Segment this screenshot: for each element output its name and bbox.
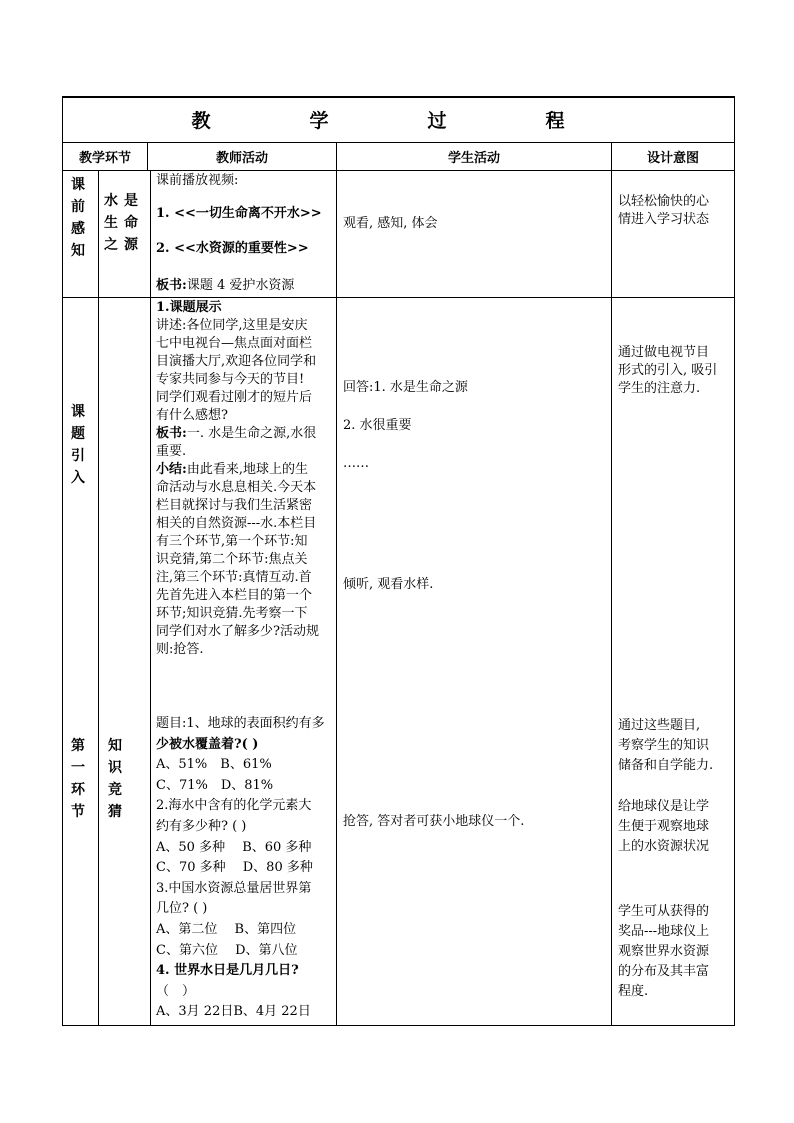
row1-section-label: 课前感知	[71, 177, 85, 259]
table-border-bottom	[62, 1025, 735, 1026]
teacher-line: 同学们观看过刚才的短片后	[156, 390, 313, 405]
row2-teacher-activity	[156, 299, 319, 659]
row1-student-activity: 观看, 感知, 体会	[343, 216, 438, 231]
board-line	[156, 425, 319, 443]
table-title: 教 学 过 程	[191, 109, 605, 132]
summary-line: 则:抢答.	[156, 642, 204, 657]
intent-line: 通过这些题目,	[618, 718, 701, 733]
board-text: 一. 水是生命之源,水很	[186, 426, 317, 441]
intent-paragraph-3	[618, 797, 709, 857]
teacher-line: 讲述:各位同学,这里是安庆	[156, 318, 308, 333]
column-divider	[336, 142, 337, 1025]
column-divider	[98, 170, 99, 1025]
student-answer-2: 2. 水很重要	[343, 418, 412, 433]
summary-line: 注,第三个环节:真情互动.首	[156, 570, 312, 585]
quiz-line: A、第二位 B、第四位	[156, 921, 297, 937]
intent-line: 学生的注意力.	[618, 381, 701, 396]
quiz-line: 3.中国水资源总量居世界第	[156, 880, 312, 896]
student-ellipsis: ……	[343, 456, 369, 471]
row-divider	[62, 170, 735, 171]
intent-line: 储备和自学能力.	[618, 758, 714, 773]
header-section: 教学环节	[78, 150, 131, 166]
summary-line: 先首先进入本栏目的第一个	[156, 588, 313, 603]
teacher-line: 七中电视台—焦点面对面栏	[156, 336, 313, 351]
student-quick-answer: 抢答, 答对者可获小地球仪一个.	[343, 814, 525, 829]
column-divider	[150, 170, 151, 1025]
header-teacher: 教师活动	[215, 150, 268, 166]
intent-line: 观察世界水资源	[618, 944, 710, 959]
row2-section-label-a: 课题引入	[71, 404, 85, 486]
quiz-line: 几位? ( )	[156, 901, 208, 917]
intent-line: 程度.	[618, 984, 649, 999]
quiz-line: C、第六位 D、第八位	[156, 942, 298, 958]
quiz-line: 4. 世界水日是几月几日?	[156, 963, 299, 979]
intent-line: 的分布及其丰富	[618, 964, 710, 979]
row1-intent-line: 情进入学习状态	[618, 212, 710, 227]
column-divider	[611, 142, 612, 1025]
summary-first: 由此看来,地球上的生	[186, 462, 308, 477]
intent-line: 形式的引入, 吸引	[618, 363, 718, 378]
quiz-line: C、71% D、81%	[156, 777, 274, 793]
intent-line: 给地球仪是让学	[618, 799, 710, 814]
quiz-line: 约有多少种? ( )	[156, 818, 247, 834]
summary-line: 识竞猜,第二个环节:焦点关	[156, 552, 308, 567]
intent-line: 上的水资源状况	[618, 839, 710, 854]
row1-board-line	[156, 277, 294, 295]
row1-intent-line: 以轻松愉快的心	[618, 194, 710, 209]
row1-teacher-line1: 课前播放视频:	[156, 173, 239, 188]
intent-paragraph-2	[618, 716, 713, 776]
summary-line: 相关的自然资源---水.本栏目	[156, 516, 317, 531]
summary-line: 同学们对水了解多少?活动规	[156, 624, 319, 639]
row2-sub-label: 知识竞猜	[108, 738, 122, 820]
intent-line: 奖品---地球仪上	[618, 924, 710, 939]
quiz-line: A、51% B、61%	[156, 757, 272, 773]
row2-teacher-heading: 1.课题展示	[156, 300, 222, 315]
header-student: 学生活动	[447, 150, 500, 166]
teacher-line: 目演播大厅,欢迎各位同学和	[156, 354, 317, 369]
board-label: 板书:	[156, 426, 187, 441]
header-intent: 设计意图	[646, 150, 699, 166]
row1-sub-label: 水是生命之源	[104, 193, 144, 253]
row1-teacher-line3: 2. <<水资源的重要性>>	[156, 241, 309, 256]
row-divider	[62, 297, 735, 298]
quiz-line: （ ）	[156, 983, 196, 999]
row1-intent	[618, 193, 709, 229]
summary-line: 有三个环节,第一个环节:知	[156, 534, 308, 549]
quiz-line: 少被水覆盖着?( )	[156, 736, 259, 752]
row2-section-label-b: 第一环节	[71, 738, 85, 820]
quiz-line: A、50 多种 B、60 多种	[156, 839, 312, 855]
quiz-line: C、70 多种 D、80 多种	[156, 860, 313, 876]
intent-line: 生便于观察地球	[618, 819, 710, 834]
summary-label: 小结:	[156, 462, 187, 477]
intent-paragraph-4	[618, 902, 709, 1002]
summary-line: 环节;知识竞猜.先考察一下	[156, 606, 308, 621]
intent-paragraph-1	[618, 344, 717, 398]
row1-teacher-line2: 1. <<一切生命离不开水>>	[156, 206, 322, 221]
table-border-right	[734, 96, 735, 1026]
student-answer-1: 回答:1. 水是生命之源	[343, 380, 468, 395]
row1-board-text: 课题 4 爱护水资源	[186, 278, 295, 293]
summary-line: 命活动与水息息相关.今天本	[156, 480, 317, 495]
board-line-cont: 重要.	[156, 444, 187, 459]
student-listen: 倾听, 观看水样.	[343, 577, 434, 592]
row2-quiz	[156, 714, 325, 1023]
teacher-line: 专家共同参与今天的节目!	[156, 372, 305, 387]
table-border-left	[62, 96, 63, 1026]
row1-board-label: 板书:	[156, 278, 187, 293]
summary-line	[156, 461, 319, 479]
quiz-line: 2.海水中含有的化学元素大	[156, 798, 312, 814]
summary-line: 栏目就探讨与我们生活紧密	[156, 498, 313, 513]
quiz-line: 题目:1、地球的表面积约有多	[156, 716, 325, 731]
intent-line: 通过做电视节目	[618, 345, 710, 360]
quiz-line: A、3月 22日B、4月 22日	[156, 1004, 311, 1020]
intent-line: 学生可从获得的	[618, 904, 710, 919]
teacher-line: 有什么感想?	[156, 408, 228, 423]
intent-line: 考察学生的知识	[618, 738, 710, 753]
